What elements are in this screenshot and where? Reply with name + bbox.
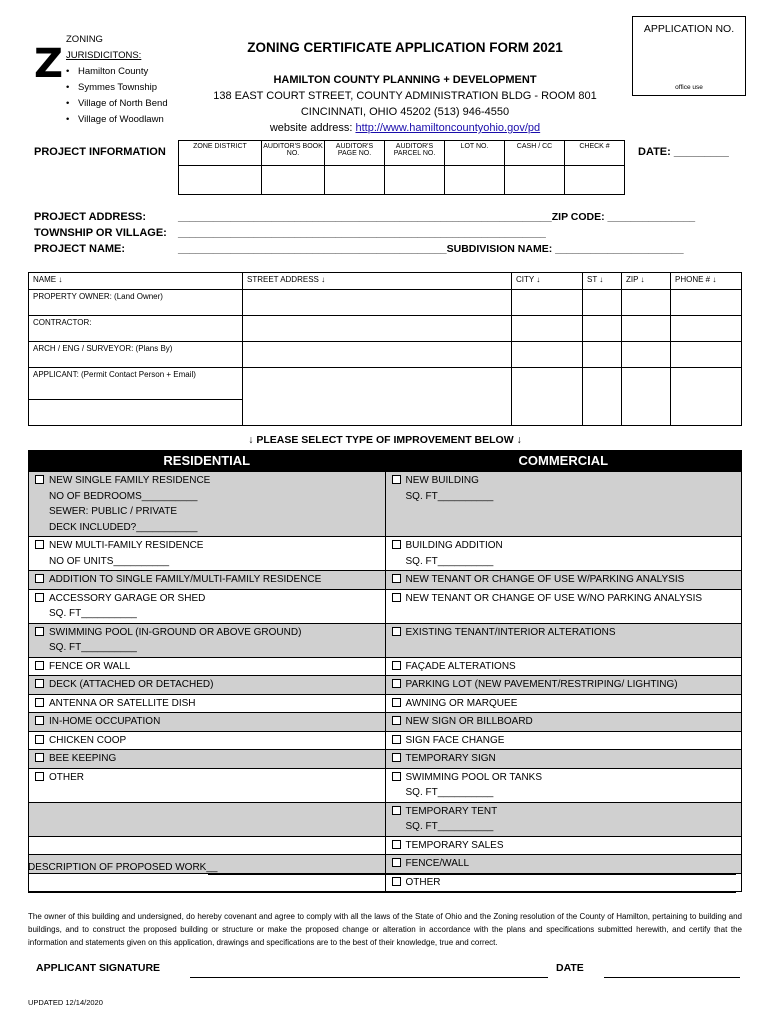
- residential-header: RESIDENTIAL: [29, 451, 386, 472]
- description-line-1[interactable]: [208, 874, 736, 875]
- residential-option[interactable]: [29, 472, 386, 537]
- option-text: TEMPORARY TENT: [405, 805, 498, 817]
- improvement-row: [29, 731, 742, 750]
- zoning-logo: Z: [34, 41, 64, 87]
- residential-option[interactable]: [29, 623, 386, 657]
- residential-option[interactable]: [29, 589, 386, 623]
- option-text: ADDITION TO SINGLE FAMILY/MULTI-FAMILY RESIDENCE: [49, 574, 322, 585]
- checkbox-icon[interactable]: [35, 679, 44, 688]
- commercial-option[interactable]: [385, 873, 741, 892]
- checkbox-icon[interactable]: [392, 574, 401, 583]
- checkbox-icon[interactable]: [392, 806, 401, 815]
- option-text: SQ. FT__________: [405, 787, 494, 798]
- col-lot-no: LOT NO.: [445, 141, 505, 166]
- option-label: [392, 591, 735, 607]
- improvement-row: [29, 802, 742, 836]
- option-text: SWIMMING POOL OR TANKS: [405, 771, 543, 783]
- checkbox-icon[interactable]: [392, 840, 401, 849]
- checkbox-icon[interactable]: [392, 540, 401, 549]
- checkbox-icon[interactable]: [35, 593, 44, 602]
- book-no-cell[interactable]: [262, 166, 325, 195]
- col-book-no: AUDITOR'S BOOK NO.: [262, 141, 325, 166]
- project-address-field[interactable]: ________________________________________________________________ZIP CODE: _______________: [178, 211, 696, 223]
- improvement-row: [29, 713, 742, 732]
- contact-cell[interactable]: [671, 316, 742, 342]
- col-parcel-no: AUDITOR'S PARCEL NO.: [385, 141, 445, 166]
- jurisdiction-item: • Village of Woodlawn: [66, 112, 168, 128]
- township-field[interactable]: _______________________________________________________________: [178, 227, 546, 239]
- signature-date-line[interactable]: [604, 977, 740, 978]
- option-text: ACCESSORY GARAGE OR SHED: [49, 592, 206, 604]
- contact-cell[interactable]: [622, 316, 671, 342]
- arch-eng-cell[interactable]: ARCH / ENG / SURVEYOR: (Plans By): [29, 342, 243, 368]
- contact-cell[interactable]: [512, 316, 583, 342]
- option-text: NEW MULTI-FAMILY RESIDENCE: [49, 540, 204, 551]
- option-text: SWIMMING POOL (IN-GROUND OR ABOVE GROUND): [49, 626, 302, 638]
- option-text: NEW TENANT OR CHANGE OF USE W/NO PARKING ANALYSIS: [405, 592, 703, 604]
- checkbox-icon[interactable]: [35, 753, 44, 762]
- address-line-2: CINCINNATI, OHIO 45202 (513) 946-4550: [300, 106, 510, 118]
- option-label: [392, 770, 735, 786]
- option-text: BUILDING ADDITION: [405, 540, 503, 551]
- option-text: DECK INCLUDED?___________: [49, 521, 198, 533]
- office-use-label: office use: [675, 84, 703, 91]
- contact-cell[interactable]: [583, 316, 622, 342]
- option-label: [35, 538, 379, 554]
- checkbox-icon[interactable]: [392, 475, 401, 484]
- residential-option: [29, 836, 386, 855]
- col-phone: PHONE # ↓: [671, 273, 742, 290]
- option-text: DECK (ATTACHED OR DETACHED): [49, 679, 214, 690]
- address-line-1: 138 EAST COURT STREET, COUNTY ADMINISTRATION BLDG - ROOM 801: [213, 90, 597, 102]
- checkbox-icon[interactable]: [392, 772, 401, 781]
- checkbox-icon[interactable]: [392, 735, 401, 744]
- residential-option[interactable]: [29, 750, 386, 769]
- option-text: PARKING LOT (NEW PAVEMENT/RESTRIPING/ LIGHTING): [405, 679, 678, 690]
- col-street: STREET ADDRESS ↓: [243, 273, 512, 290]
- contact-cell[interactable]: [512, 368, 583, 426]
- project-address-label: PROJECT ADDRESS:: [34, 211, 147, 223]
- option-subfield: [392, 819, 735, 835]
- commercial-header: COMMERCIAL: [385, 451, 741, 472]
- col-st: ST ↓: [583, 273, 622, 290]
- application-number-box: [632, 16, 746, 96]
- improvement-table: [28, 450, 742, 892]
- residential-option: [29, 873, 386, 892]
- option-text: NEW SIGN OR BILLBOARD: [405, 716, 533, 727]
- option-text: TEMPORARY SALES: [405, 839, 504, 851]
- col-name: NAME ↓: [29, 273, 243, 290]
- checkbox-icon[interactable]: [392, 858, 401, 867]
- commercial-option[interactable]: [385, 472, 741, 537]
- checkbox-icon[interactable]: [35, 716, 44, 725]
- lot-no-cell[interactable]: [445, 166, 505, 195]
- option-text: SQ. FT__________: [405, 821, 494, 832]
- option-text: NEW TENANT OR CHANGE OF USE W/PARKING ANALYSIS: [405, 574, 685, 585]
- project-name-field[interactable]: ______________________________________________SUBDIVISION NAME: ______________________: [178, 243, 684, 255]
- contact-cell[interactable]: [512, 290, 583, 316]
- contact-cell[interactable]: [622, 290, 671, 316]
- option-text: ANTENNA OR SATELLITE DISH: [49, 697, 196, 709]
- col-zip: ZIP ↓: [622, 273, 671, 290]
- option-label: [35, 677, 379, 693]
- option-label: [35, 714, 379, 730]
- project-name-label: PROJECT NAME:: [34, 243, 126, 255]
- commercial-option[interactable]: [385, 537, 741, 571]
- commercial-option[interactable]: [385, 571, 741, 590]
- signature-date-label: DATE: [556, 962, 584, 974]
- checkbox-icon[interactable]: [392, 753, 401, 762]
- signature-label: APPLICANT SIGNATURE: [36, 962, 161, 974]
- option-label: [392, 677, 735, 693]
- commercial-option[interactable]: [385, 731, 741, 750]
- option-label: [35, 625, 379, 641]
- commercial-option[interactable]: [385, 836, 741, 855]
- jurisdiction-item: • Hamilton County: [66, 64, 168, 80]
- option-label: [35, 572, 379, 588]
- agency-address: [190, 72, 620, 136]
- option-text: TEMPORARY SIGN: [405, 753, 496, 764]
- option-label: [392, 572, 735, 588]
- date-field[interactable]: DATE: _________: [638, 146, 729, 158]
- option-label: [392, 538, 735, 554]
- option-subfield: [35, 504, 379, 520]
- option-subfield: [35, 606, 379, 622]
- option-label: [35, 770, 379, 786]
- option-label: [392, 473, 735, 489]
- option-label: [392, 804, 735, 820]
- contact-cell[interactable]: [583, 368, 622, 426]
- project-information-label: PROJECT INFORMATION: [34, 146, 166, 158]
- jurisdictions-block: [66, 32, 168, 128]
- contact-cell[interactable]: [243, 290, 512, 316]
- applicant-email-cell[interactable]: [29, 400, 243, 426]
- commercial-option[interactable]: [385, 855, 741, 874]
- checkbox-icon[interactable]: [35, 735, 44, 744]
- option-subfield: [392, 489, 735, 505]
- residential-option: [29, 802, 386, 836]
- contact-cell[interactable]: [671, 342, 742, 368]
- checkbox-icon[interactable]: [35, 627, 44, 636]
- option-text: BEE KEEPING: [49, 753, 117, 764]
- option-subfield: [35, 489, 379, 505]
- parcel-no-cell[interactable]: [385, 166, 445, 195]
- option-label: [35, 696, 379, 712]
- option-label: [35, 659, 379, 675]
- checkbox-icon[interactable]: [35, 661, 44, 670]
- improvement-prompt: ↓ PLEASE SELECT TYPE OF IMPROVEMENT BELOW ↓: [248, 434, 522, 446]
- option-text: CHICKEN COOP: [49, 734, 127, 746]
- applicant-cell[interactable]: APPLICANT: (Permit Contact Person + Email): [29, 368, 243, 400]
- checkbox-icon[interactable]: [392, 627, 401, 636]
- contact-cell[interactable]: [671, 368, 742, 426]
- application-number-label: APPLICATION NO.: [643, 23, 735, 35]
- option-label: [392, 875, 735, 891]
- commercial-option[interactable]: [385, 802, 741, 836]
- option-label: [392, 659, 735, 675]
- property-owner-cell[interactable]: PROPERTY OWNER: (Land Owner): [29, 290, 243, 316]
- contacts-table: [28, 272, 742, 426]
- checkbox-icon[interactable]: [35, 475, 44, 484]
- option-label: [392, 714, 735, 730]
- option-subfield: [392, 785, 735, 801]
- commercial-option[interactable]: [385, 713, 741, 732]
- checkbox-icon[interactable]: [392, 716, 401, 725]
- residential-option[interactable]: [29, 676, 386, 695]
- improvement-row: [29, 589, 742, 623]
- option-text: IN-HOME OCCUPATION: [49, 716, 161, 727]
- checkbox-icon[interactable]: [392, 661, 401, 670]
- residential-option[interactable]: [29, 571, 386, 590]
- commercial-option[interactable]: [385, 768, 741, 802]
- option-text: NO OF BEDROOMS__________: [49, 490, 198, 502]
- agency-name: HAMILTON COUNTY PLANNING + DEVELOPMENT: [273, 74, 537, 86]
- contact-cell[interactable]: [243, 316, 512, 342]
- option-label: [392, 751, 735, 767]
- improvement-row: [29, 537, 742, 571]
- updated-date: UPDATED 12/14/2020: [28, 998, 103, 1007]
- jurisdictions-label: JURISDICITONS:: [66, 50, 142, 61]
- residential-option[interactable]: [29, 537, 386, 571]
- improvement-row: [29, 768, 742, 802]
- option-text: OTHER: [405, 876, 441, 888]
- cash-cc-cell[interactable]: [505, 166, 565, 195]
- option-text: FAÇADE ALTERATIONS: [405, 660, 516, 672]
- page-no-cell[interactable]: [325, 166, 385, 195]
- option-text: SQ. FT__________: [49, 608, 137, 619]
- commercial-option[interactable]: [385, 623, 741, 657]
- checkbox-icon[interactable]: [35, 574, 44, 583]
- option-label: [392, 838, 735, 854]
- contact-cell[interactable]: [512, 342, 583, 368]
- option-label: [392, 625, 735, 641]
- website-label: website address:: [269, 122, 353, 134]
- improvement-row: [29, 694, 742, 713]
- checkbox-icon[interactable]: [392, 679, 401, 688]
- option-text: SEWER: PUBLIC / PRIVATE: [49, 506, 177, 517]
- option-text: SQ. FT__________: [49, 642, 137, 653]
- improvement-row: [29, 750, 742, 769]
- contact-cell[interactable]: [583, 342, 622, 368]
- residential-option[interactable]: [29, 768, 386, 802]
- option-text: NEW SINGLE FAMILY RESIDENCE: [49, 475, 211, 486]
- option-label: [35, 591, 379, 607]
- option-text: AWNING OR MARQUEE: [405, 697, 518, 709]
- improvement-row: [29, 472, 742, 537]
- form-title: ZONING CERTIFICATE APPLICATION FORM 2021: [247, 40, 563, 55]
- improvement-row: [29, 657, 742, 676]
- option-text: SQ. FT__________: [405, 555, 494, 567]
- commercial-option[interactable]: [385, 676, 741, 695]
- residential-option[interactable]: [29, 694, 386, 713]
- checkbox-icon[interactable]: [392, 593, 401, 602]
- contact-cell[interactable]: [243, 342, 512, 368]
- commercial-option[interactable]: [385, 694, 741, 713]
- checkbox-icon[interactable]: [35, 698, 44, 707]
- website-link[interactable]: http://www.hamiltoncountyohio.gov/pd: [355, 122, 541, 134]
- check-no-cell[interactable]: [565, 166, 625, 195]
- website-line: [190, 120, 620, 136]
- option-label: [392, 696, 735, 712]
- residential-option[interactable]: [29, 713, 386, 732]
- col-city: CITY ↓: [512, 273, 583, 290]
- checkbox-icon[interactable]: [35, 540, 44, 549]
- project-info-table: [178, 140, 625, 195]
- option-subfield: [35, 640, 379, 656]
- description-line-2[interactable]: [28, 892, 736, 893]
- residential-option[interactable]: [29, 731, 386, 750]
- legal-statement: The owner of this building and undersigned, do hereby covenant and agree to comply with all the laws of the State of Ohio and the Zoning resolution of the County of Hamilton, pertaining to building and buildings, and to construct the proposed building or structure or make the proposed change or alteration in accordance with the plans and specifications submitted herewith, and certify that the information and statements given on this application, drawings and specifications are to the best of their knowledge, true and correct.: [28, 912, 742, 947]
- option-text: FENCE/WALL: [405, 858, 470, 869]
- improvement-row: [29, 623, 742, 657]
- township-label: TOWNSHIP OR VILLAGE:: [34, 227, 167, 239]
- signature-line[interactable]: [190, 977, 548, 978]
- jurisdiction-item: • Village of North Bend: [66, 96, 168, 112]
- option-label: [392, 856, 735, 872]
- option-subfield: [392, 554, 735, 570]
- option-text: SIGN FACE CHANGE: [405, 734, 505, 746]
- col-cash-cc: CASH / CC: [505, 141, 565, 166]
- option-label: [35, 733, 379, 749]
- contact-cell[interactable]: [671, 290, 742, 316]
- commercial-option[interactable]: [385, 750, 741, 769]
- zoning-label: ZONING: [66, 34, 103, 45]
- contact-cell[interactable]: [622, 368, 671, 426]
- jurisdiction-item: • Symmes Township: [66, 80, 168, 96]
- option-text: NEW BUILDING: [405, 475, 479, 486]
- checkbox-icon[interactable]: [35, 772, 44, 781]
- option-text: FENCE OR WALL: [49, 660, 131, 672]
- option-label: [392, 733, 735, 749]
- improvement-row: [29, 836, 742, 855]
- contact-cell[interactable]: [622, 342, 671, 368]
- col-page-no: AUDITOR'S PAGE NO.: [325, 141, 385, 166]
- contact-cell[interactable]: [243, 368, 512, 426]
- option-text: SQ. FT__________: [405, 490, 494, 502]
- contact-cell[interactable]: [583, 290, 622, 316]
- col-zone-district: ZONE DISTRICT: [179, 141, 262, 166]
- zone-district-cell[interactable]: [179, 166, 262, 195]
- commercial-option[interactable]: [385, 589, 741, 623]
- col-check-no: CHECK #: [565, 141, 625, 166]
- option-text: OTHER: [49, 771, 84, 783]
- option-text: EXISTING TENANT/INTERIOR ALTERATIONS: [405, 626, 616, 638]
- option-label: [35, 473, 379, 489]
- improvement-row: [29, 571, 742, 590]
- improvement-row: [29, 676, 742, 695]
- option-text: NO OF UNITS__________: [49, 555, 170, 567]
- description-label: DESCRIPTION OF PROPOSED WORK__: [28, 862, 218, 873]
- commercial-option[interactable]: [385, 657, 741, 676]
- option-subfield: [35, 520, 379, 536]
- residential-option[interactable]: [29, 657, 386, 676]
- improvement-row: [29, 873, 742, 892]
- checkbox-icon[interactable]: [392, 877, 401, 886]
- option-label: [35, 751, 379, 767]
- contractor-cell[interactable]: CONTRACTOR:: [29, 316, 243, 342]
- checkbox-icon[interactable]: [392, 698, 401, 707]
- option-subfield: [35, 554, 379, 570]
